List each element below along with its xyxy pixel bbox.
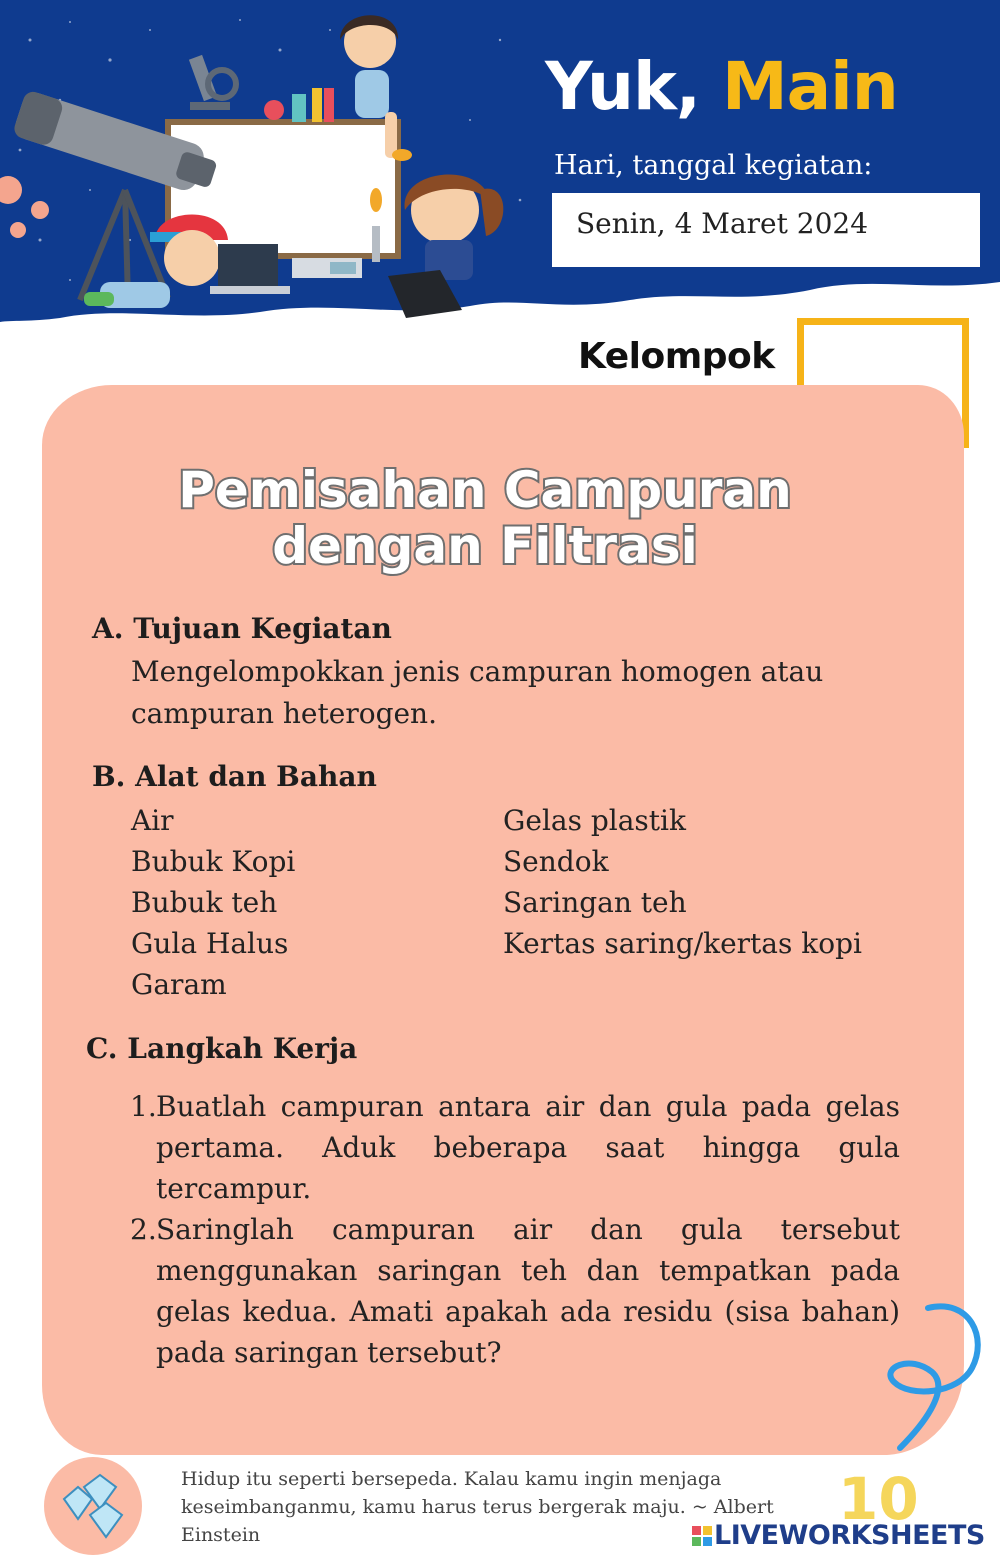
squiggle-decoration [880, 1298, 990, 1458]
materials-list-left [131, 800, 295, 1005]
date-label: Hari, tanggal kegiatan: [554, 150, 873, 181]
list-item: Garam [131, 968, 227, 1001]
worksheet-title-line1: Pemisahan Campuran [178, 461, 792, 519]
footer-quote: Hidup itu seperti bersepeda. Kalau kamu ingin menjaga keseimbanganmu, kamu harus terus bergerak maju. ~ Albert Einstein [181, 1468, 774, 1546]
date-field[interactable]: Senin, 4 Maret 2024 [552, 193, 980, 267]
list-item: Gelas plastik [503, 804, 686, 837]
section-b-heading: B. Alat dan Bahan [92, 760, 377, 793]
list-item: Bubuk teh [131, 886, 278, 919]
section-a-text: Mengelompokkan jenis campuran homogen atau campuran heterogen. [131, 655, 824, 730]
steps-list [130, 1086, 900, 1373]
brand-logo [692, 1520, 985, 1551]
section-c-heading: C. Langkah Kerja [86, 1032, 358, 1065]
list-item: Kertas saring/kertas kopi [503, 927, 862, 960]
liveworksheets-icon [692, 1526, 712, 1546]
list-item: Saringan teh [503, 886, 687, 919]
step-number: 1. [130, 1090, 157, 1123]
list-item [130, 1086, 900, 1209]
step-text: Saringlah campuran air dan gula tersebut menggunakan saringan teh dan tempatkan pada gelas kedua. Amati apakah ada residu (sisa bahan) pada saringan tersebut? [156, 1213, 900, 1369]
title-part-main: Main [721, 48, 898, 125]
step-text: Buatlah campuran antara air dan gula pada gelas pertama. Aduk beberapa saat hingga gula tercampur. [156, 1090, 900, 1205]
list-item: Sendok [503, 845, 609, 878]
group-label: Kelompok [578, 336, 775, 377]
list-item: Air [131, 804, 174, 837]
brand-text: LIVEWORKSHEETS [714, 1520, 985, 1551]
step-number: 2. [130, 1213, 157, 1246]
worksheet-title [0, 462, 970, 574]
app-title [545, 48, 898, 125]
materials-list-right [503, 800, 862, 964]
list-item [130, 1209, 900, 1373]
worksheet-title-line2: dengan Filtrasi [272, 517, 698, 575]
list-item: Bubuk Kopi [131, 845, 296, 878]
title-part-yuk: Yuk, [545, 48, 700, 125]
gem-badge [44, 1457, 142, 1555]
list-item: Gula Halus [131, 927, 289, 960]
diamond-icon [44, 1457, 142, 1555]
section-a-heading: A. Tujuan Kegiatan [92, 612, 392, 645]
page-number-badge: 10 [838, 1465, 919, 1533]
